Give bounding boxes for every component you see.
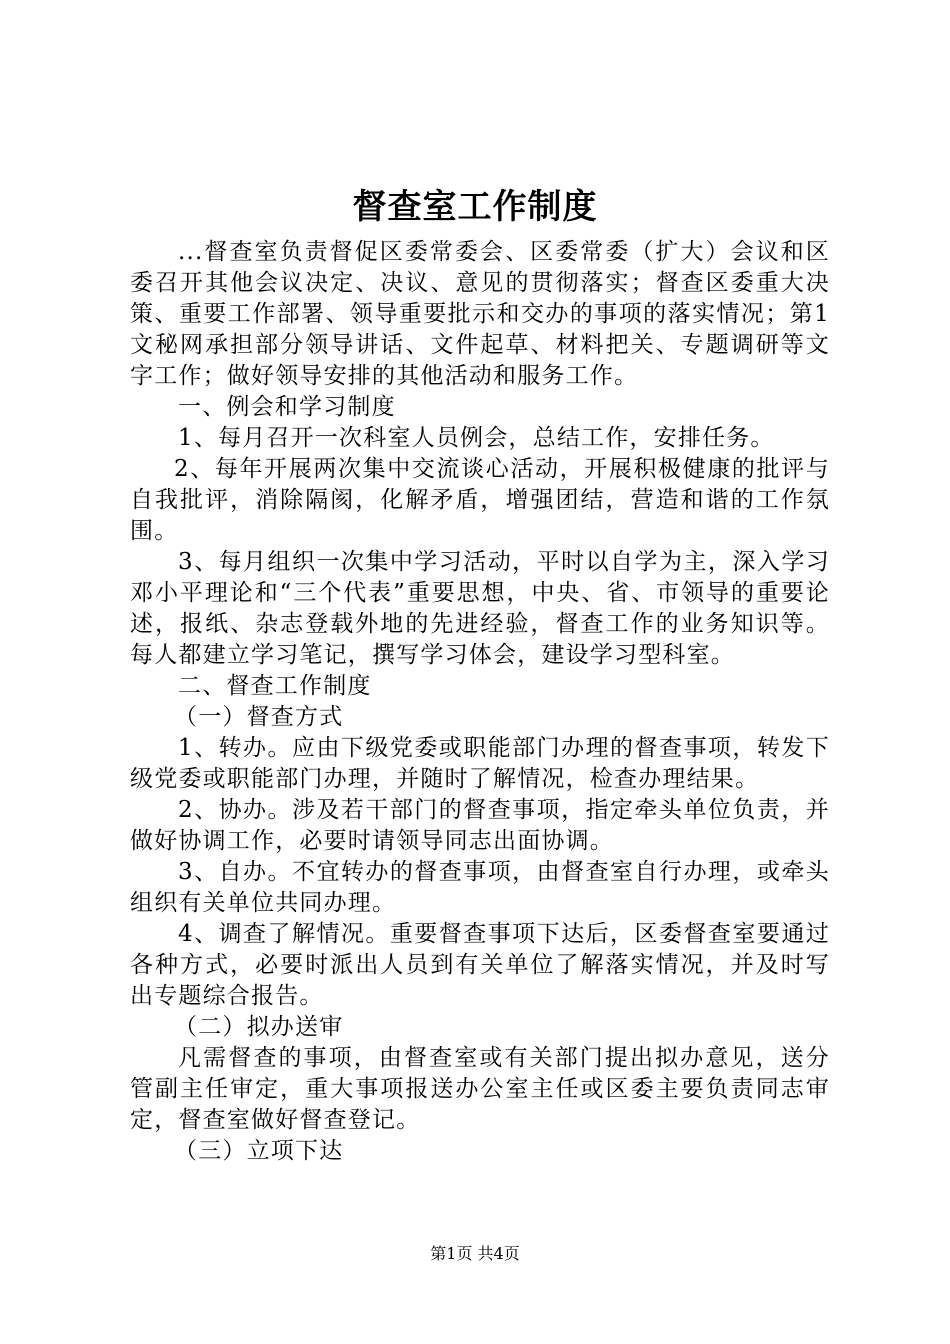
paragraph-item: 2、协办。涉及若干部门的督查事项，指定牵头单位负责，并做好协调工作，必要时请领导同志出面协调。 — [130, 797, 830, 854]
paragraph-item: 4、调查了解情况。重要督查事项下达后，区委督查室要通过各种方式，必要时派出人员到有关单位了解落实情况，并及时写出专题综合报告。 — [130, 921, 830, 1009]
paragraph-item: 3、自办。不宜转办的督查事项，由督查室自行办理，或牵头组织有关单位共同办理。 — [130, 859, 830, 916]
page-footer: 第1页 共4页 — [430, 1244, 520, 1263]
paragraph-item: 3、每月组织一次集中学习活动，平时以自学为主，深入学习邓小平理论和“三个代表”重要思想，中央、省、市领导的重要论述，报纸、杂志登载外地的先进经验，督查工作的业务知识等。每人都建立学习笔记，撰写学习体会，建设学习型科室。 — [130, 549, 830, 668]
paragraph-item: 凡需督查的事项，由督查室或有关部门提出拟办意见，送分管副主任审定，重大事项报送办公室主任或区委主要负责同志审定，督查室做好督查登记。 — [130, 1045, 830, 1133]
section-heading-meeting-study: 一、例会和学习制度 — [178, 394, 396, 420]
subsection-heading: （二）拟办送审 — [174, 1014, 344, 1040]
paragraph-intro: ...督查室负责督促区委常委会、区委常委（扩大）会议和区委召开其他会议决定、决议、意见的贯彻落实；督查区委重大决策、重要工作部署、领导重要批示和交办的事项的落实情况；第1文秘网承担部分领导讲话、文件起草、材料把关、专题调研等文字工作；做好领导安排的其他活动和服务工作。 — [130, 239, 830, 389]
paragraph-item: 1、每月召开一次科室人员例会，总结工作，安排任务。 — [178, 425, 775, 451]
paragraph-item: 1、转办。应由下级党委或职能部门办理的督查事项，转发下级党委或职能部门办理，并随时了解情况，检查办理结果。 — [130, 735, 830, 792]
document-body — [130, 237, 830, 1167]
section-heading-supervision: 二、督查工作制度 — [178, 673, 372, 699]
paragraph-item: 2、每年开展两次集中交流谈心活动，开展积极健康的批评与自我批评，消除隔阂，化解矛盾，增强团结，营造和谐的工作氛围。 — [130, 456, 830, 544]
subsection-heading: （三）立项下达 — [174, 1138, 344, 1164]
document-title: 督查室工作制度 — [352, 187, 598, 227]
subsection-heading: （一）督查方式 — [174, 704, 344, 730]
